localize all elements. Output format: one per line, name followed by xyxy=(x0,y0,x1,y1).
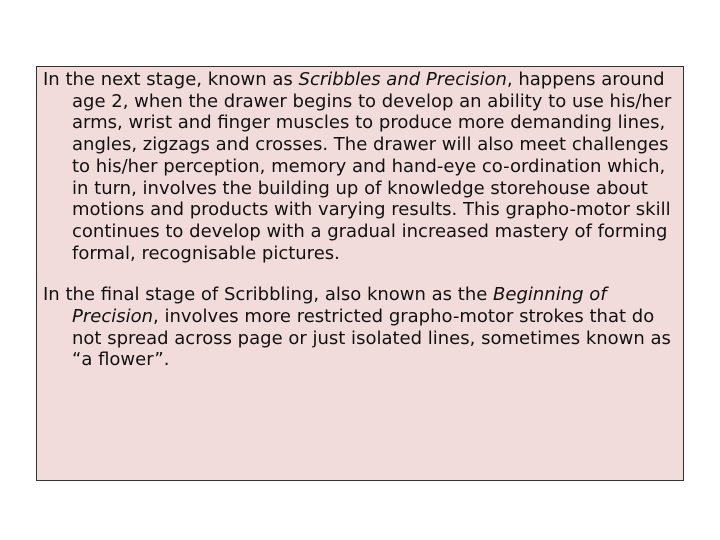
paragraph-text: In the next stage, known as xyxy=(43,69,299,90)
term-emphasis: Beginning of Precision xyxy=(72,284,607,328)
paragraph-scribbles-and-precision xyxy=(43,69,673,264)
paragraph-text: In the final stage of Scribbling, also known as the xyxy=(43,284,494,306)
term-emphasis: Scribbles and Precision xyxy=(298,69,507,90)
text-box xyxy=(36,66,684,481)
paragraph-text: , involves more restricted grapho-motor strokes that do not spread across page or just isolated lines, sometimes known as “a flower”. xyxy=(72,306,671,371)
paragraph-beginning-of-precision xyxy=(43,284,673,371)
paragraph-text: , happens around age 2, when the drawer begins to develop an ability to use his/her arms, wrist and finger muscles to produce more demanding lines, angles, zigzags and crosses. The drawer will also meet challenges to his/her perception, memory and hand-eye co-ordination which, in turn, involves the building up of knowledge storehouse about motions and products with varying results. This grapho-motor skill continues to develop with a gradual increased mastery of forming formal, recognisable pictures. xyxy=(72,69,672,264)
